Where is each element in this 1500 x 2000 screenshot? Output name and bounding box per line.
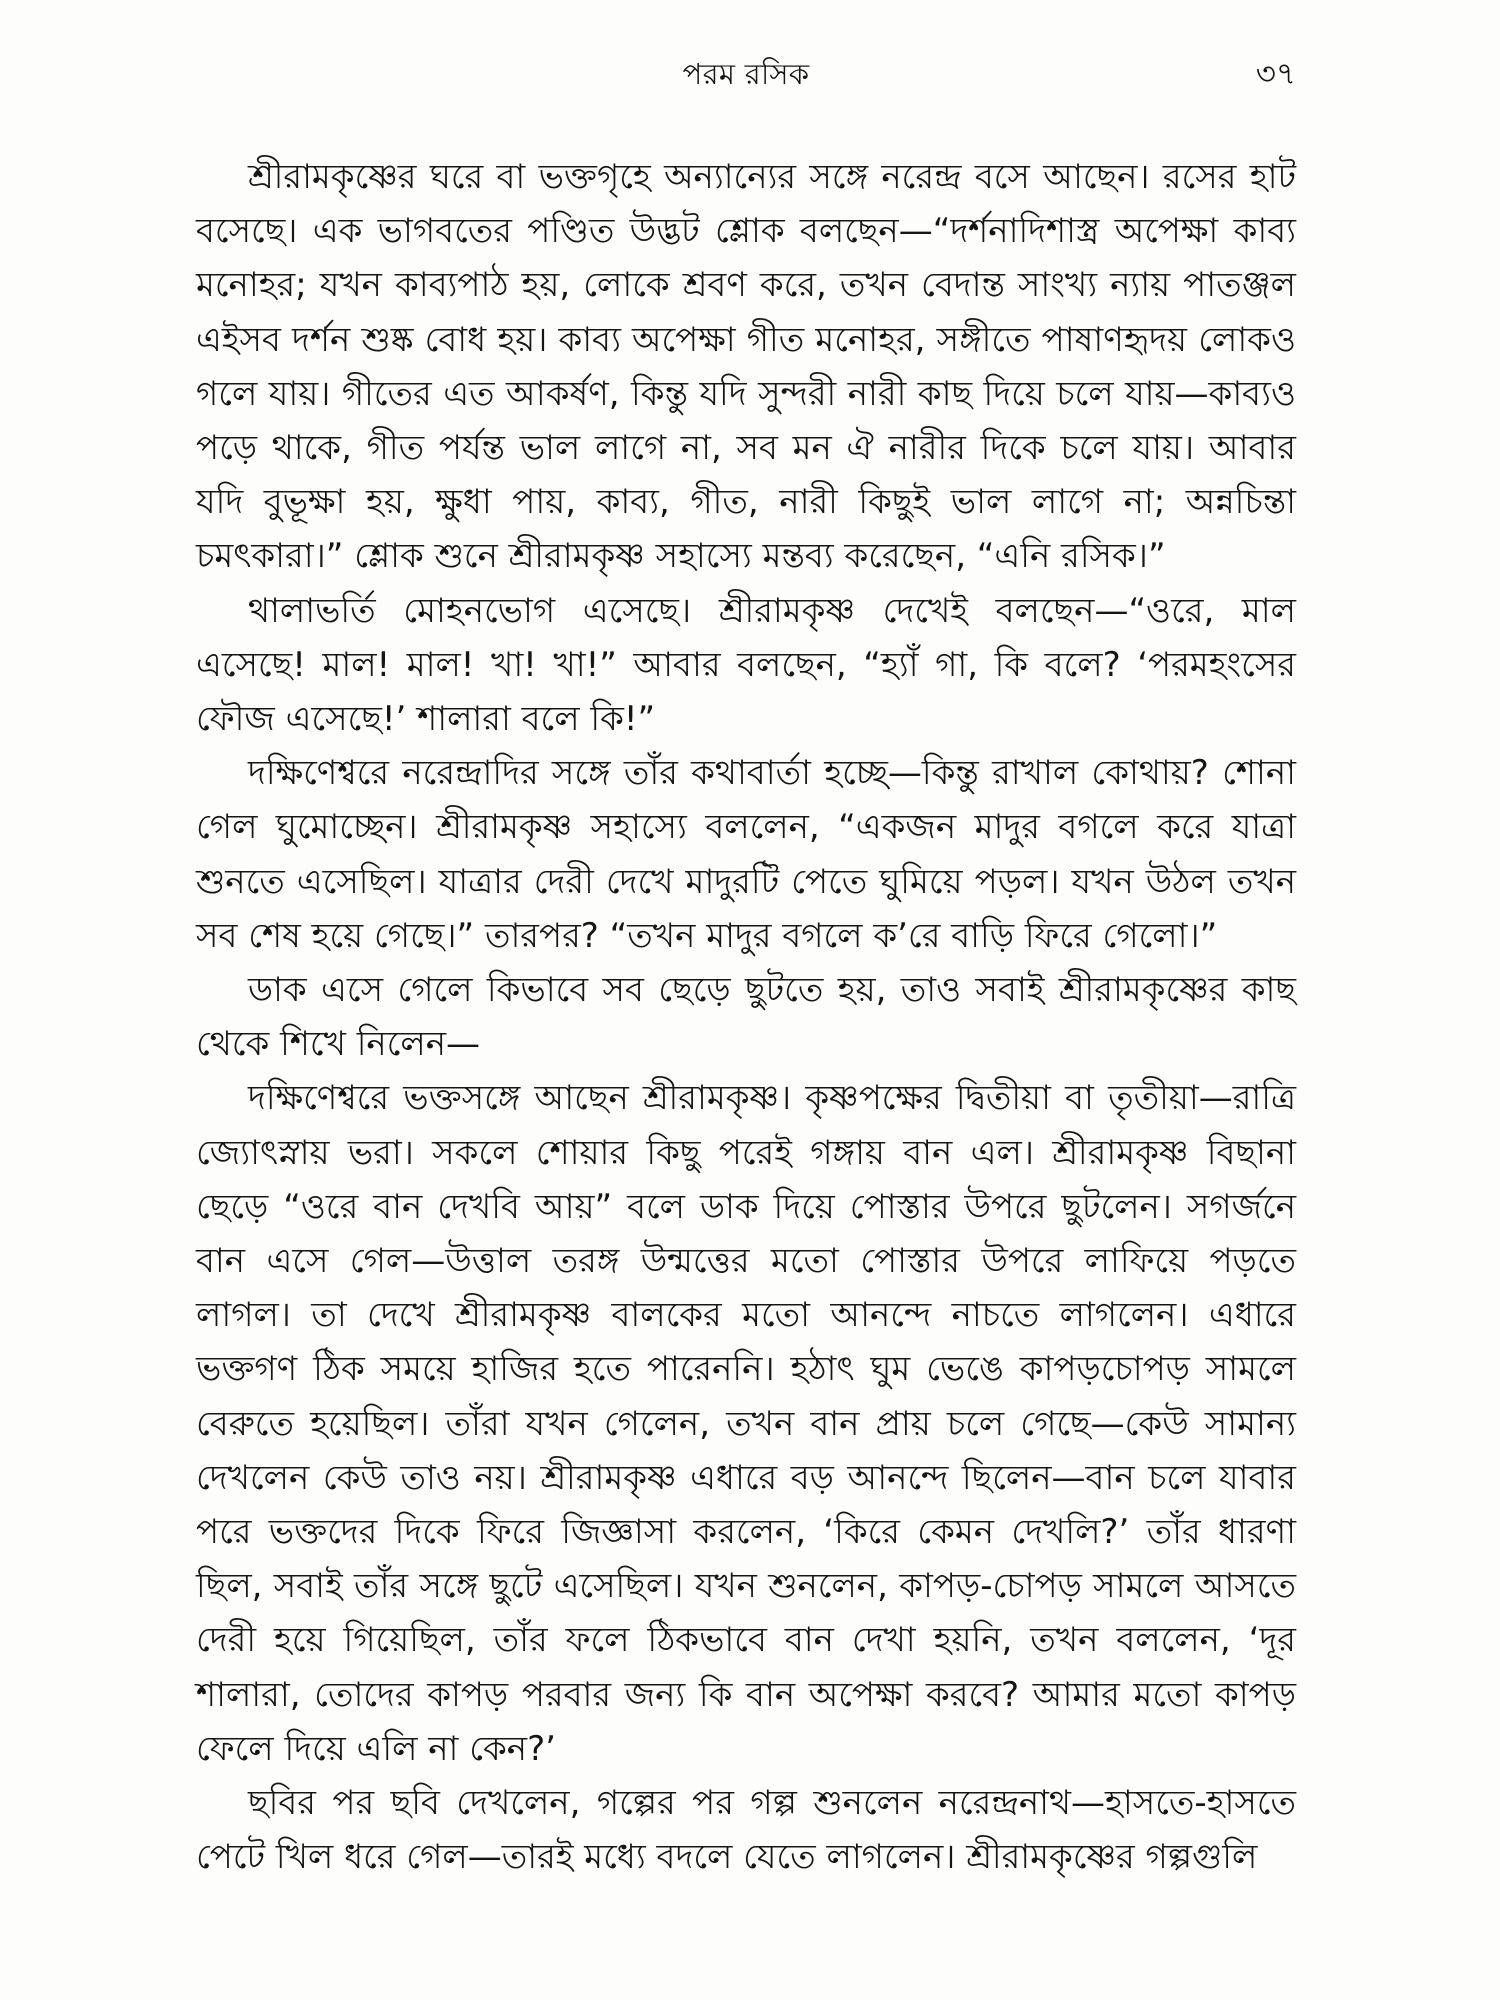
page-body <box>196 150 1296 1885</box>
page-number: ৩৭ <box>1255 56 1296 92</box>
running-title: পরম রসিক <box>682 57 810 91</box>
page-header <box>196 48 1296 100</box>
paragraph-3: দক্ষিণেশ্বরে নরেন্দ্রাদির সঙ্গে তাঁর কথাবার্তা হচ্ছে—কিন্তু রাখাল কোথায়? শোনা গেল ঘুমোচ্ছেন। শ্রীরামকৃষ্ণ সহাস্যে বললেন, “একজন মাদুর বগলে করে যাত্রা শুনতে এসেছিল। যাত্রার দেরী দেখে মাদুরটি পেতে ঘুমিয়ে পড়ল। যখন উঠল তখন সব শেষ হয়ে গেছে।” তারপর? “তখন মাদুর বগলে ক’রে বাড়ি ফিরে গেলো।” <box>196 753 1296 956</box>
paragraph-6: ছবির পর ছবি দেখলেন, গল্পের পর গল্প শুনলেন নরেন্দ্রনাথ—হাসতে-হাসতে পেটে খিল ধরে গেল—তারই মধ্যে বদলে যেতে লাগলেন। শ্রীরামকৃষ্ণের গল্পগুলি <box>196 1783 1296 1878</box>
paragraph-4: ডাক এসে গেলে কিভাবে সব ছেড়ে ছুটতে হয়, তাও সবাই শ্রীরামকৃষ্ণের কাছ থেকে শিখে নিলেন— <box>196 970 1296 1065</box>
paragraph-5: দক্ষিণেশ্বরে ভক্তসঙ্গে আছেন শ্রীরামকৃষ্ণ। কৃষ্ণপক্ষের দ্বিতীয়া বা তৃতীয়া—রাত্রি জ্যোৎস্নায় ভরা। সকলে শোয়ার কিছু পরেই গঙ্গায় বান এল। শ্রীরামকৃষ্ণ বিছানা ছেড়ে “ওরে বান দেখবি আয়” বলে ডাক দিয়ে পোস্তার উপরে ছুটলেন। সগর্জনে বান এসে গেল—উত্তাল তরঙ্গ উন্মত্তের মতো পোস্তার উপরে লাফিয়ে পড়তে লাগল। তা দেখে শ্রীরামকৃষ্ণ বালকের মতো আনন্দে নাচতে লাগলেন। এধারে ভক্তগণ ঠিক সময়ে হাজির হতে পারেননি। হঠাৎ ঘুম ভেঙে কাপড়চোপড় সামলে বেরুতে হয়েছিল। তাঁরা যখন গেলেন, তখন বান প্রায় চলে গেছে—কেউ সামান্য দেখলেন কেউ তাও নয়। শ্রীরামকৃষ্ণ এধারে বড় আনন্দে ছিলেন—বান চলে যাবার পরে ভক্তদের দিকে ফিরে জিজ্ঞাসা করলেন, ‘কিরে কেমন দেখলি?’ তাঁর ধারণা ছিল, সবাই তাঁর সঙ্গে ছুটে এসেছিল। যখন শুনলেন, কাপড়-চোপড় সামলে আসতে দেরী হয়ে গিয়েছিল, তাঁর ফলে ঠিকভাবে বান দেখা হয়নি, তখন বললেন, ‘দূর শালারা, তোদের কাপড় পরবার জন্য কি বান অপেক্ষা করবে? আমার মতো কাপড় ফেলে দিয়ে এলি না কেন?’ <box>196 1078 1296 1769</box>
paragraph-2: থালাভর্তি মোহনভোগ এসেছে। শ্রীরামকৃষ্ণ দেখেই বলছেন—“ওরে, মাল এসেছে! মাল! মাল! খা! খা!” আবার বলছেন, “হ্যাঁ গা, কি বলে? ‘পরমহংসের ফৌজ এসেছে!’ শালারা বলে কি!” <box>196 590 1296 740</box>
paragraph-1: শ্রীরামকৃষ্ণের ঘরে বা ভক্তগৃহে অন্যান্যের সঙ্গে নরেন্দ্র বসে আছেন। রসের হাট বসেছে। এক ভাগবতের পণ্ডিত উদ্ভট শ্লোক বলছেন—“দর্শনাদিশাস্ত্র অপেক্ষা কাব্য মনোহর; যখন কাব্যপাঠ হয়, লোকে শ্রবণ করে, তখন বেদান্ত সাংখ্য ন্যায় পাতঞ্জল এইসব দর্শন শুষ্ক বোধ হয়। কাব্য অপেক্ষা গীত মনোহর, সঙ্গীতে পাষাণহৃদয় লোকও গলে যায়। গীতের এত আকর্ষণ, কিন্তু যদি সুন্দরী নারী কাছ দিয়ে চলে যায়—কাব্যও পড়ে থাকে, গীত পর্যন্ত ভাল লাগে না, সব মন ঐ নারীর দিকে চলে যায়। আবার যদি বুভূক্ষা হয়, ক্ষুধা পায়, কাব্য, গীত, নারী কিছুই ভাল লাগে না; অন্নচিন্তা চমৎকারা।” শ্লোক শুনে শ্রীরামকৃষ্ণ সহাস্যে মন্তব্য করেছেন, “এনি রসিক।” <box>196 157 1296 577</box>
